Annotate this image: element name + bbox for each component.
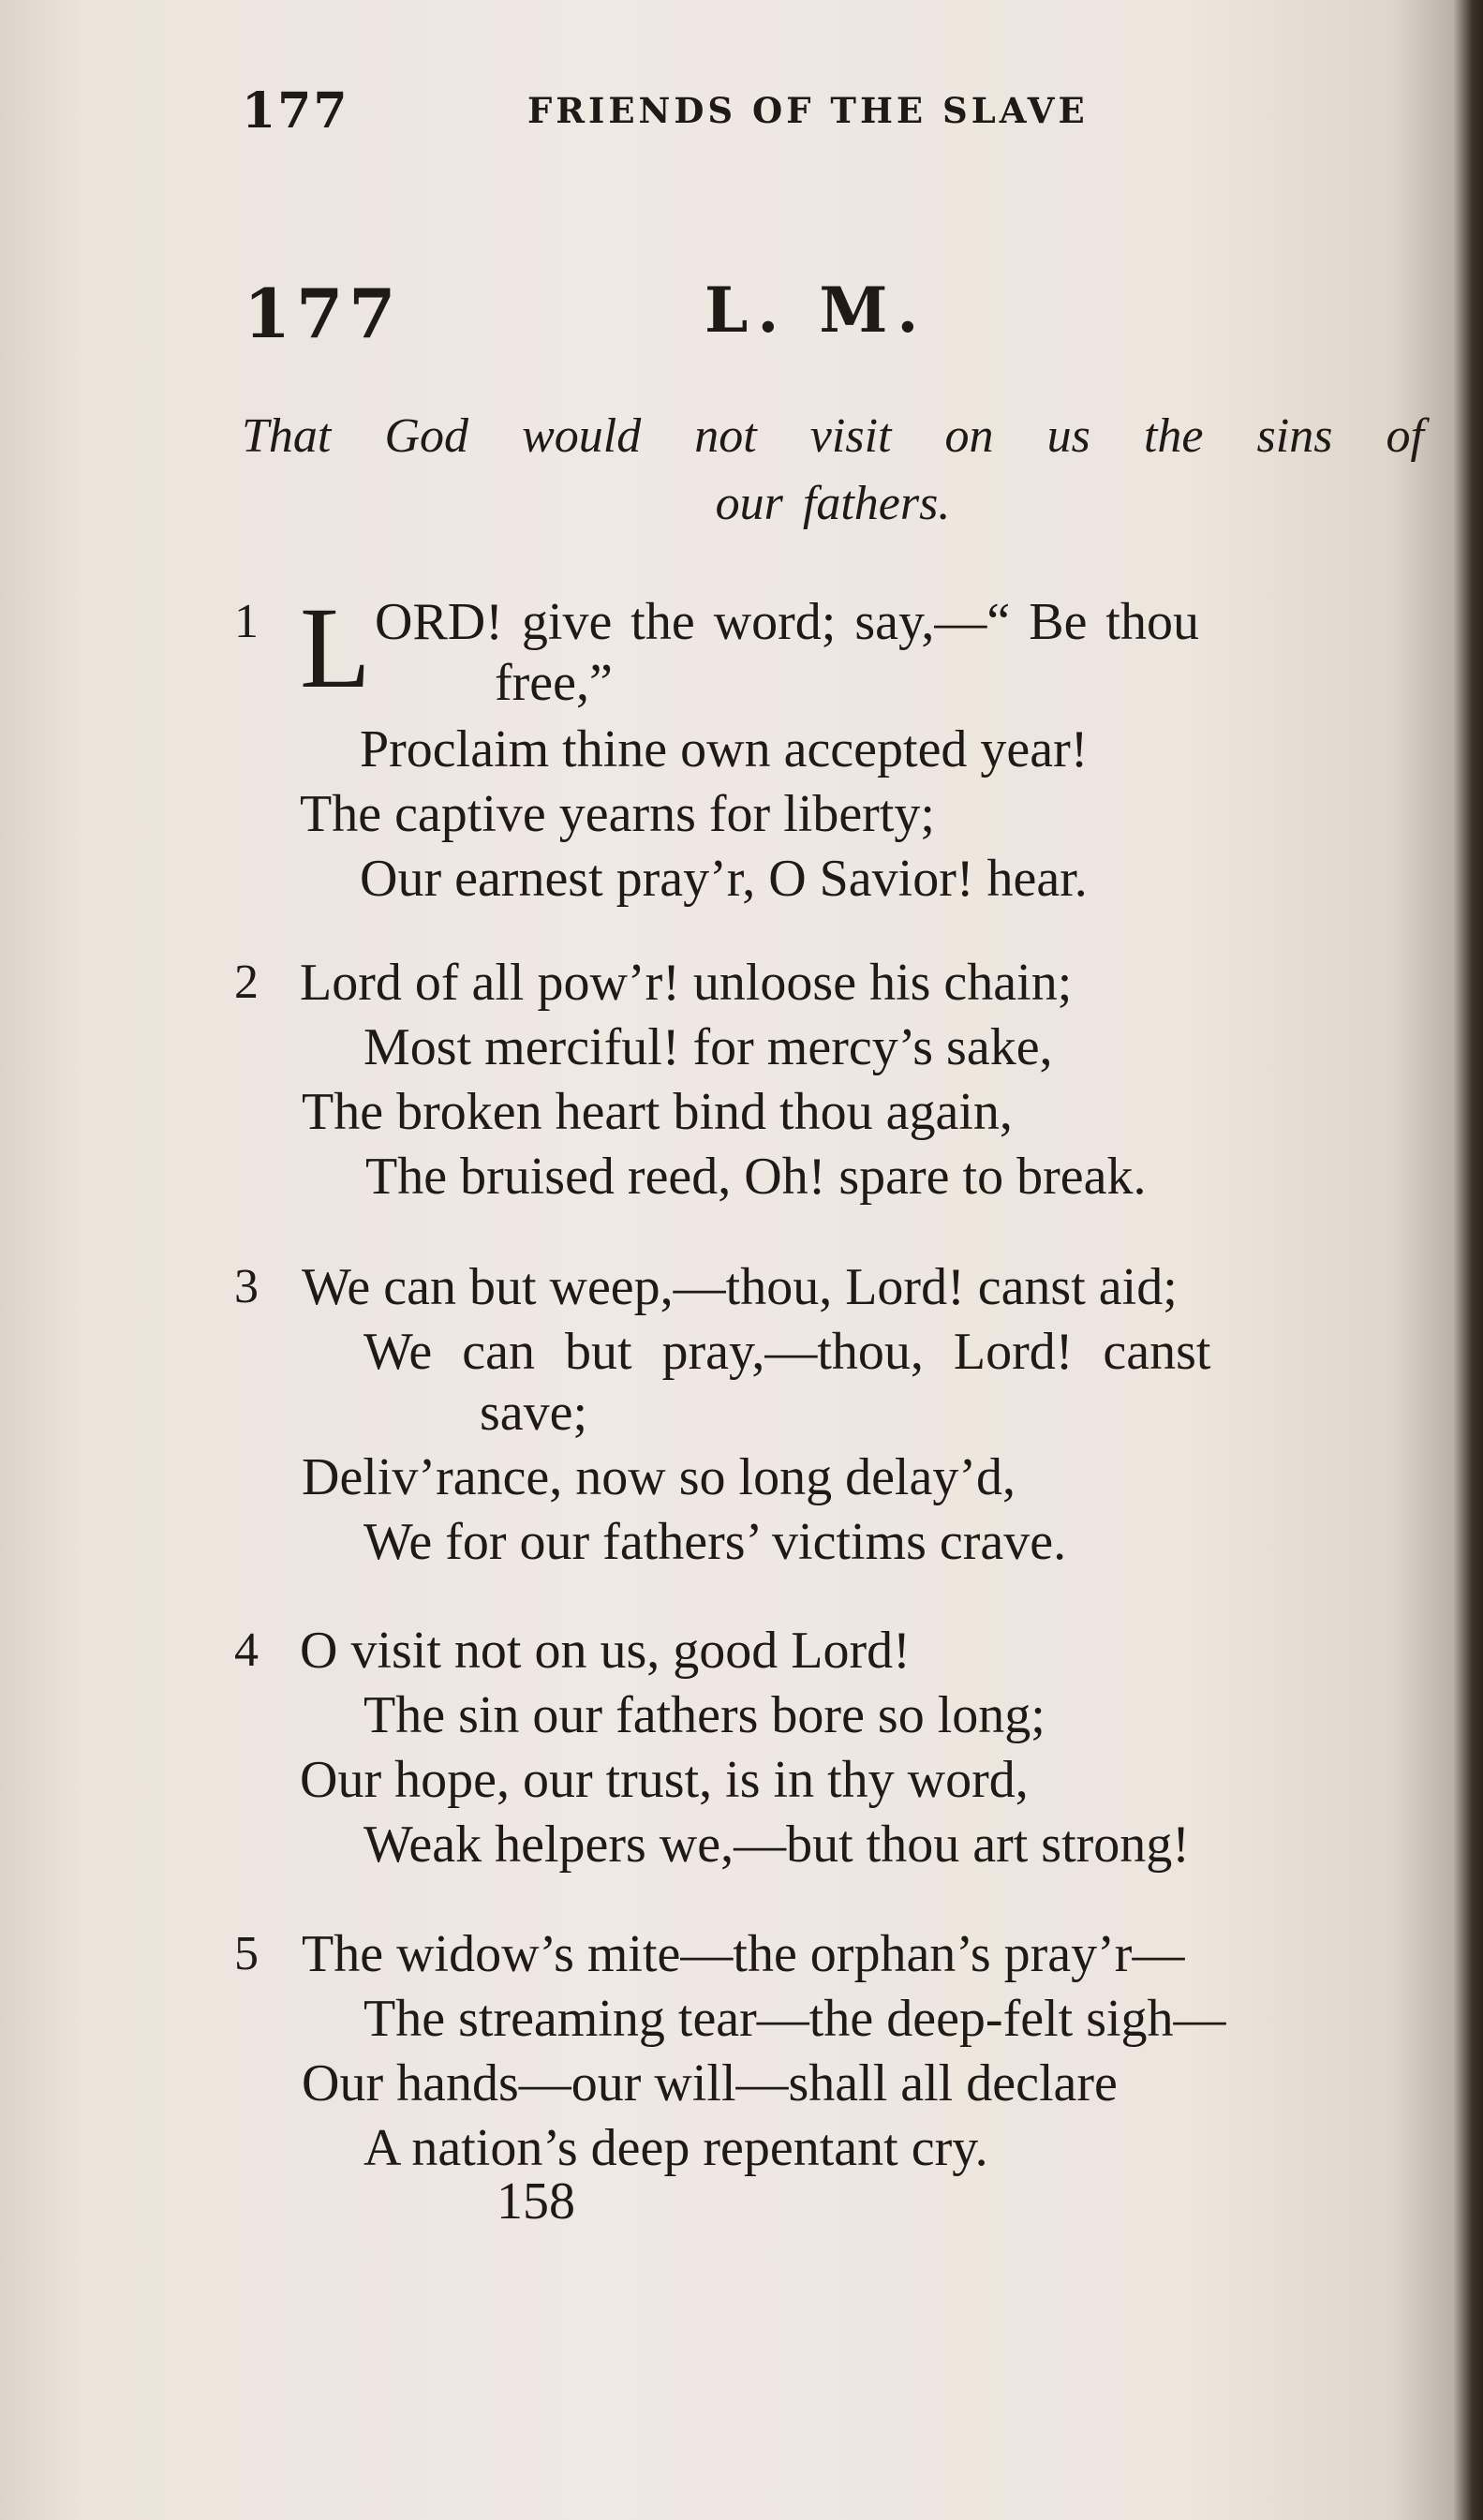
stanza-line: Our earnest pray’r, O Savior! hear. — [360, 850, 1088, 908]
page-number: 158 — [497, 2172, 575, 2231]
stanza-line: O visit not on us, good Lord! — [300, 1622, 911, 1680]
stanza-line: The captive yearns for liberty; — [300, 785, 935, 843]
stanza-line: The sin our fathers bore so long; — [363, 1686, 1046, 1744]
running-head-number: 177 — [242, 82, 349, 140]
stanza-number: 2 — [234, 956, 259, 1009]
stanza-line: We for our fathers’ victims crave. — [363, 1513, 1067, 1571]
hymn-number: 177 — [244, 274, 402, 353]
stanza-line: Lord of all pow’r! unloose his chain; — [300, 954, 1073, 1012]
running-head — [242, 82, 1272, 139]
hymn-meter: L. M. — [704, 274, 928, 347]
running-head-title: FRIENDS OF THE SLAVE — [527, 90, 1089, 131]
stanza-line: The bruised reed, Oh! spare to break. — [365, 1148, 1147, 1206]
stanza-line: Deliv’rance, now so long delay’d, — [302, 1448, 1016, 1506]
stanza-line: free,” — [495, 654, 613, 712]
stanza-number: 5 — [234, 1927, 259, 1980]
stanza-line: save; — [480, 1384, 588, 1442]
stanza-line: Most merciful! for mercy’s sake, — [363, 1018, 1053, 1076]
drop-cap: L — [300, 584, 371, 712]
stanza-line: A nation’s deep repentant cry. — [363, 2119, 988, 2177]
hymn-subtitle — [242, 403, 1424, 538]
stanza-line: The broken heart bind thou again, — [302, 1083, 1013, 1141]
hymn-subtitle-line-2: our fathers. — [715, 477, 951, 530]
stanza-line: The widow’s mite—the orphan’s pray’r— — [302, 1925, 1185, 1983]
stanza-line: Our hope, our trust, is in thy word, — [300, 1751, 1029, 1809]
stanza-number: 1 — [234, 595, 259, 648]
stanza-line: Proclaim thine own accepted year! — [360, 720, 1089, 778]
stanza-line: The streaming tear—the deep-felt sigh— — [363, 1990, 1226, 2048]
hymn-subtitle-line-1: That God would not visit on us the sins of — [242, 409, 1424, 463]
stanza-line: We can but pray,—thou, Lord! canst — [363, 1323, 1211, 1381]
stanza-line: ORD! give the word; say,—“ Be thou — [375, 593, 1199, 651]
stanza-number: 4 — [234, 1623, 259, 1677]
stanza-line: We can but weep,—thou, Lord! canst aid; — [302, 1258, 1178, 1316]
stanza-number: 3 — [234, 1260, 259, 1313]
stanza-line: Weak helpers we,—but thou art strong! — [363, 1816, 1190, 1874]
stanza-line: Our hands—our will—shall all declare — [302, 2054, 1118, 2112]
